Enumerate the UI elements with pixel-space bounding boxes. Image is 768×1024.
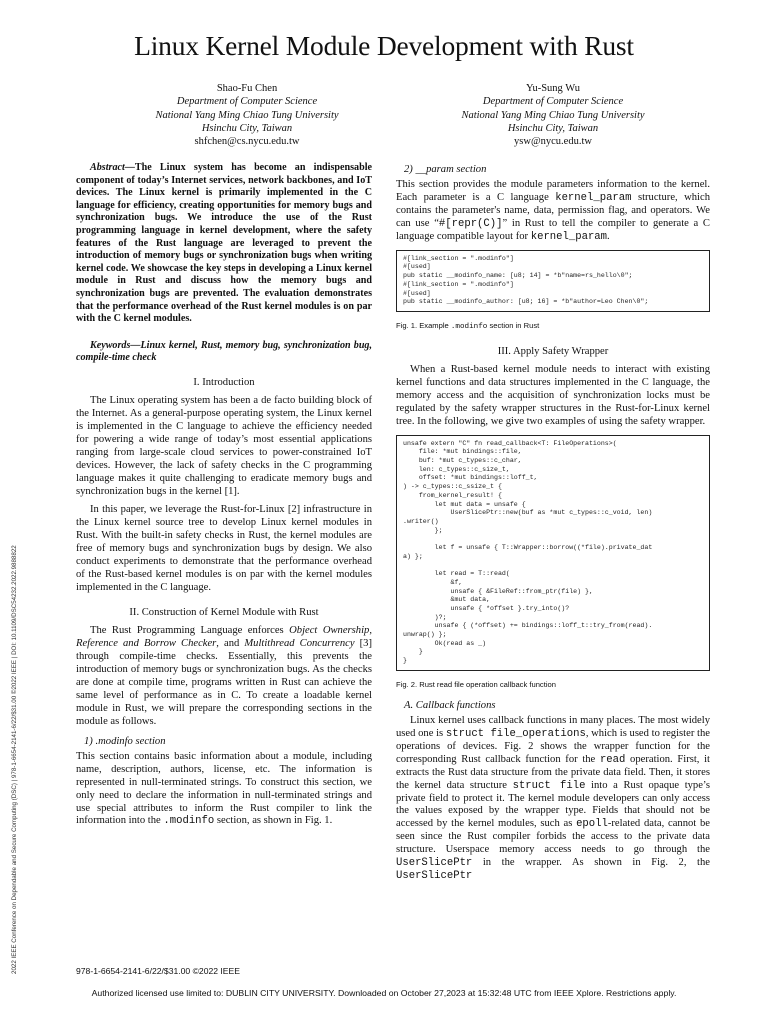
author-city: Hsinchu City, Taiwan (507, 122, 599, 134)
text-run: ” in Rust to tell the compiler to generate a C language compatible layout for (396, 217, 710, 242)
text-run: , which is used to register the operations of devices. Fig. 2 shows the wrapper function for the corresponding Rust callback function for the (396, 727, 710, 765)
text-run: into a Rust opaque type’s private field to protect it. The kernel module developers can only access the values exposed by the wrapper type. Fields that should not be accessed by the kernel modules, such as (396, 779, 710, 830)
section-heading-construction: II. Construction of Kernel Module with Rust (129, 607, 319, 619)
abstract-lead: Abstract (90, 162, 125, 173)
paragraph (396, 179, 710, 244)
text-run: -related data, cannot be seen since the Rust compiler forbids the access to the private data structure. Userspace memory access needs to go through the (396, 818, 710, 856)
author-email: ysw@nycu.edu.tw (514, 136, 592, 148)
paragraph: When a Rust-based kernel module needs to interact with existing kernel functions and data structures implemented in the C language, the memory access and the acquisition of synchronization locks must be regulated by the safety wrapper structures in the Rust-for-Linux kernel tree. In the following, we give two examples of using the safety wrapper. (396, 363, 710, 427)
text-run: section, as shown in Fig. 1. (214, 815, 333, 827)
figure-1-caption (396, 320, 710, 334)
inline-code: kernel_param (555, 191, 632, 204)
keywords: Keywords—Linux kernel, Rust, memory bug, synchronization bug, compile-time check (76, 339, 372, 364)
left-column (76, 162, 372, 828)
inline-code: .modinfo (450, 322, 488, 331)
abstract (76, 162, 372, 326)
inline-code: struct file (512, 779, 586, 792)
author-name: Yu-Sung Wu (526, 83, 580, 94)
abstract-text: —The Linux system has become an indispensable component of today’s Internet services, network backbones, and IoT devices. The Linux kernel is primarily implemented in the C language for efficiency, creating opportunities for memory bugs and synchronization bugs. We introduce the use of the Rust programming language in kernel development, where the safety features of the Rust language are leveraged to prevent the introduction of memory bugs or synchronization bugs when writing kernel code. We showcase the key steps in developing a Linux kernel module in Rust and discuss how the memory bugs and synchronization bugs are prevented. The evaluation demonstrates that the performance overhead of the Rust kernel modules is on par with the C kernel modules. (76, 162, 372, 325)
author-dept: Department of Computer Science (176, 96, 318, 108)
emphasis: Object Ownership (289, 625, 370, 637)
author-dept: Department of Computer Science (482, 96, 624, 108)
license-notice: Authorized licensed use limited to: DUBLIN CITY UNIVERSITY. Downloaded on October 27,2023 at 15:32:48 UTC from IEEE Xplore. Restrictions apply. (91, 988, 677, 998)
text-run: This section provides the module parameters information to the kernel. Each parameter is a C language (396, 178, 710, 203)
text-run: The Rust Programming Language enforces (90, 625, 290, 637)
inline-code: read (599, 753, 626, 766)
paragraph: The Linux operating system has been a de facto building block of the Internet. As a general-purpose operating system, the Linux kernel is implemented in the C language to achieve the efficiency needed for powering a wide range of today’s most essential applications ranging from large-scale cloud services to power-constrained IoT devices. However, the lack of safety checks in the C programming language makes it quite challenging to eradicate memory bugs and synchronization bugs in the kernel [1]. (76, 394, 372, 497)
text-run: section in Rust (487, 320, 540, 330)
subsection-heading-modinfo: 1) .modinfo section (84, 735, 166, 747)
paragraph (76, 625, 372, 729)
author-email: shfchen@cs.nycu.edu.tw (194, 136, 300, 148)
figure-2-caption: Fig. 2. Rust read file operation callback function (396, 679, 556, 689)
paragraph (76, 751, 372, 829)
author-name: Shao-Fu Chen (216, 83, 278, 94)
right-column (396, 162, 710, 883)
paper-title: Linux Kernel Module Development with Rust (134, 30, 634, 61)
text-run: structure, which contains the parameter's name, data, permission flag, and operators. We can use “ (396, 191, 710, 229)
author-univ: National Yang Ming Chiao Tung University (461, 109, 645, 121)
paragraph (396, 715, 710, 883)
paragraph: In this paper, we leverage the Rust-for-Linux [2] infrastructure in the Linux kernel source tree to develop Linux kernel modules in Rust. With the built-in safety checks in Rust, the kernel modules are free of memory bugs and synchronization bugs by design. We also conduct experiments to demonstrate that the performance overhead of the Rust-based kernel modules is on par with the kernel modules implemented in the C language. (76, 504, 372, 594)
author-block-1 (97, 82, 397, 148)
text-run: in the wrapper. As shown in Fig. 2, the (472, 857, 710, 869)
emphasis: Reference and Borrow Checker (76, 638, 217, 650)
figure-1-code-listing: #[link_section = ".modinfo"] #[used] pub static __modinfo_name: [u8; 14] = *b"name=rs_hello\0"; #[link_section = ".modinfo"] #[used] pub static __modinfo_author: [u8; 16] = *b"author=Leo Chen\0"; (396, 250, 710, 312)
inline-code: #[repr(C)] (438, 217, 503, 230)
author-univ: National Yang Ming Chiao Tung University (155, 109, 339, 121)
copyright-footer: 978-1-6654-2141-6/22/$31.00 ©2022 IEEE (76, 966, 241, 976)
text-run: Linux kernel uses callback functions in many places. The most widely used one is (396, 714, 710, 739)
text-run: . (607, 230, 610, 242)
inline-code: struct file_operations (445, 727, 586, 740)
inline-code: UserSlicePtr (396, 870, 473, 883)
inline-code: kernel_param (530, 230, 608, 243)
figure-2-code-listing: unsafe extern "C" fn read_callback<T: FileOperations>( file: *mut bindings::file, buf: *mut c_types::c_char, len: c_types::c_size_t, offset: *mut bindings::loff_t, ) -> c_types::c_ssize_t { from_kernel_result! { let mut data = unsafe { UserSlicePtr::new(buf as *mut c_types::c_void, len) .writer() }; let f = unsafe { T::Wrapper::borrow((*file).private_dat a) }; let read = T::read( &f, unsafe { &FileRef::from_ptr(file) }, &mut data, unsafe { *offset }.try_into()? )?; unsafe { (*offset) += bindings::loff_t::try_from(read). unwrap() }; Ok(read as _) } } (396, 435, 710, 671)
section-heading-safety-wrapper: III. Apply Safety Wrapper (497, 345, 609, 357)
text-run: Fig. 1. Example (396, 320, 451, 330)
subsection-heading-callbacks: A. Callback functions (404, 699, 496, 711)
text-run: operation. First, it extracts the Rust data structure from the private data field. Then, it stores the kernel data structure (396, 753, 710, 791)
author-block-2 (403, 82, 703, 148)
inline-code: epoll (576, 818, 608, 831)
text-run: [3] through compile-time checks. Essentially, this prevents the introduction of memory bugs or synchronization bugs. As the checks are done at compile time, programs written in Rust can achieve the same level of performance as in C. To create a loadable kernel module in Rust, we will prepare the corresponding sections in the module as follows. (76, 638, 372, 727)
text-run: This section contains basic information about a module, including name, description, authors, license, etc. The information is represented in null-terminated strings. To construct this section, we only need to declare the information in null-terminated strings and use special attributes to inform the Rust compiler to link the information into the (76, 750, 372, 827)
text-run: , (369, 625, 372, 637)
subsection-heading-param: 2) __param section (404, 164, 487, 175)
side-doi-stamp: 2022 IEEE Conference on Dependable and Secure Computing (DSC) | 978-1-6654-2141-6/22/$31.00 ©2022 IEEE | DOI: 10.1109/DSC54232.2022.9888822 (11, 545, 18, 974)
emphasis: Multithread Concurrency (244, 638, 355, 650)
section-heading-introduction: I. Introduction (193, 376, 255, 388)
author-city: Hsinchu City, Taiwan (201, 122, 293, 134)
inline-code: UserSlicePtr (396, 857, 473, 870)
inline-code: .modinfo (163, 815, 215, 828)
text-run: , and (216, 638, 245, 650)
